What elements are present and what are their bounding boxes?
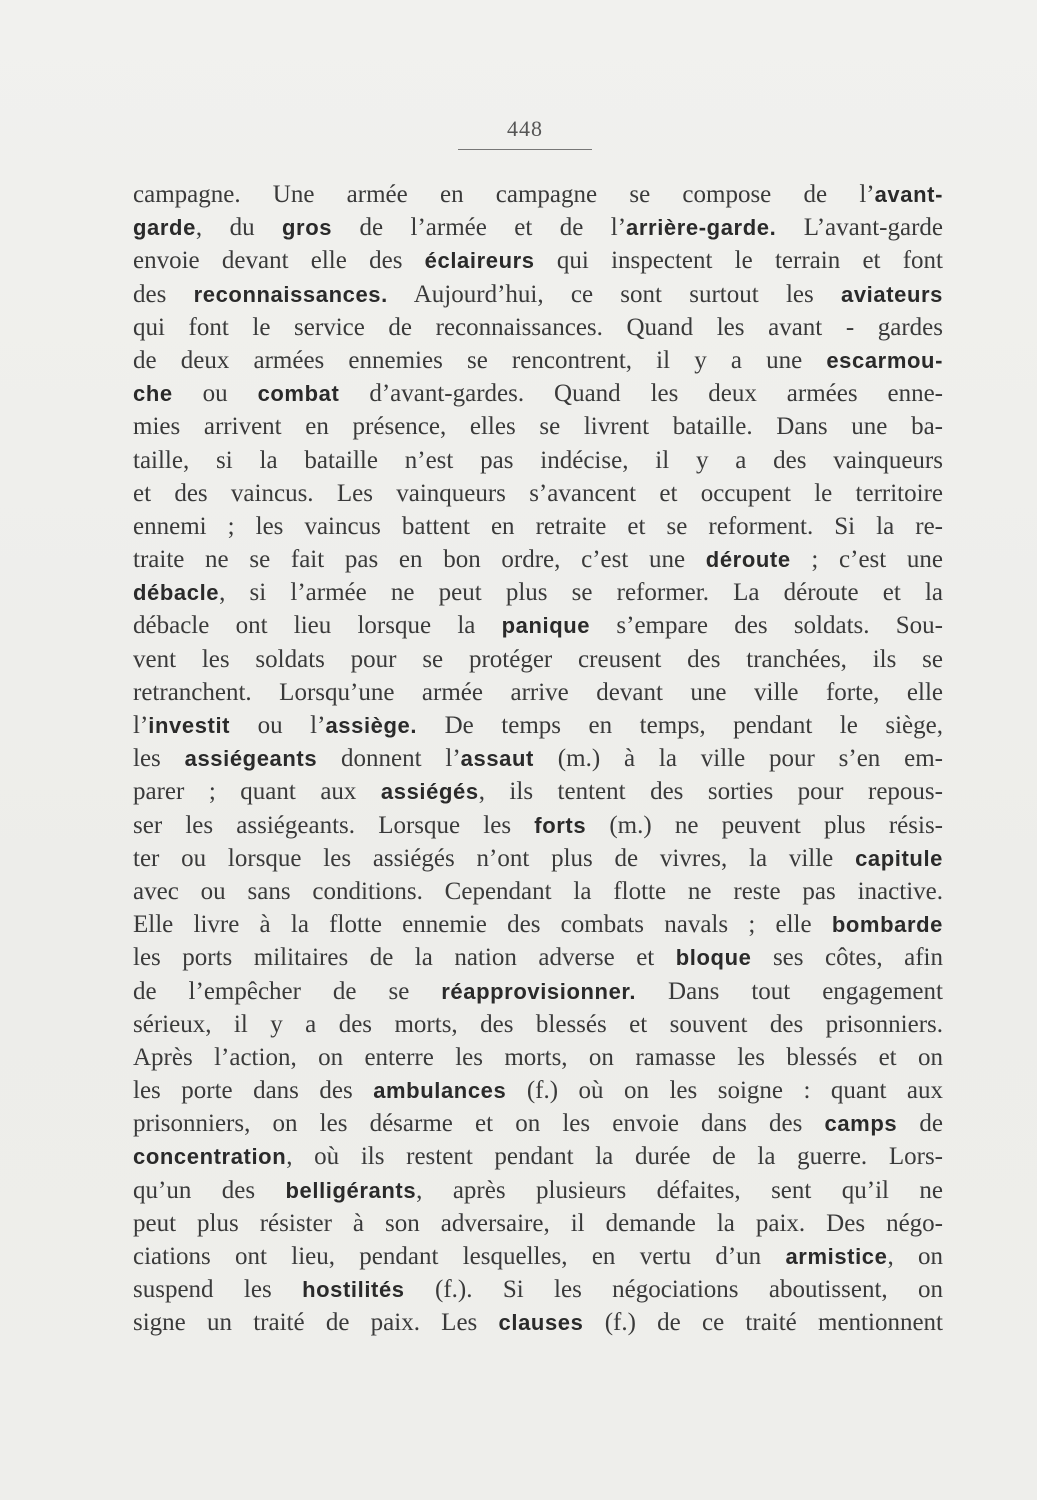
text-line <box>133 1140 943 1173</box>
bold-term: combat <box>257 381 340 407</box>
bold-term: forts <box>534 812 587 838</box>
text-line <box>133 975 943 1008</box>
text-segment: L’avant-garde <box>776 214 943 242</box>
text-line <box>133 444 943 477</box>
text-segment: campagne. Une armée en campagne se compose de l’ <box>133 181 875 208</box>
text-segment: vent les soldats pour se protéger creusent des tranchées, ils se <box>133 645 943 673</box>
text-segment: donnent l’ <box>317 745 461 773</box>
text-segment: signe un traité de paix. Les <box>133 1309 499 1337</box>
text-line <box>133 709 943 742</box>
bold-term: panique <box>501 613 591 639</box>
text-segment: , après plusieurs défaites, sent qu’il ne <box>416 1176 943 1204</box>
text-segment: ter ou lorsque les assiégés n’ont plus de vivres, la ville <box>133 844 856 872</box>
text-segment: ser les assiégeants. Lorsque les <box>133 811 535 839</box>
bold-term: camps <box>824 1111 898 1137</box>
text-segment: avec ou sans conditions. Cependant la flotte ne reste pas inactive. <box>133 877 943 905</box>
text-segment: ses côtes, afin <box>751 944 943 972</box>
text-segment: des <box>133 280 194 308</box>
text-line <box>133 1008 943 1041</box>
bold-term: garde <box>133 215 196 241</box>
bold-term: reconnaissances. <box>193 281 388 307</box>
text-segment: et des vaincus. Les vainqueurs s’avancent et occupent le territoire <box>133 479 943 507</box>
text-segment: de l’armée et de l’ <box>332 214 627 242</box>
text-segment: d’avant-gardes. Quand les deux armées enne- <box>339 380 943 408</box>
text-segment: Après l’action, on enterre les morts, on ramasse les blessés et on <box>133 1043 943 1071</box>
text-segment: (f.) de ce traité mentionnent <box>583 1309 943 1337</box>
text-line <box>133 278 943 311</box>
text-line <box>133 576 943 609</box>
text-segment: de deux armées ennemies se rencontrent, il y a une <box>133 346 827 374</box>
text-segment: s’empare des soldats. Sou- <box>590 612 943 640</box>
bold-term: assiégeants <box>184 746 318 772</box>
bold-term: réapprovisionner. <box>441 978 637 1004</box>
text-segment: (m.) à la ville pour s’en em- <box>533 745 943 773</box>
text-segment: , où ils restent pendant la durée de la guerre. Lors- <box>286 1143 943 1171</box>
text-segment: qu’un des <box>133 1176 286 1204</box>
bold-term: assiège. <box>325 713 418 738</box>
bold-term: assiégés <box>380 779 479 805</box>
text-segment: sérieux, il y a des morts, des blessés et souvent des prisonniers. <box>133 1010 943 1038</box>
bold-term: che <box>133 381 173 407</box>
body-paragraph <box>133 178 943 1340</box>
text-segment: Elle livre à la flotte ennemie des combats navals ; elle <box>133 911 832 939</box>
text-line <box>133 809 943 842</box>
bold-term: assaut <box>460 746 534 772</box>
text-line <box>133 1107 943 1140</box>
bold-term: aviateurs <box>840 281 943 307</box>
page-number-rule <box>458 149 592 150</box>
text-line <box>133 410 943 443</box>
bold-term: escarmou- <box>826 347 943 373</box>
text-line <box>133 742 943 775</box>
bold-term: hostilités <box>302 1277 405 1303</box>
text-line <box>133 875 943 908</box>
bold-term: bloque <box>675 945 752 971</box>
text-segment: retranchent. Lorsqu’une armée arrive devant une ville forte, elle <box>133 678 943 706</box>
text-segment: parer ; quant aux <box>133 778 381 806</box>
text-segment: les ports militaires de la nation adverse et <box>133 944 676 972</box>
bold-term: éclaireurs <box>424 248 535 274</box>
text-line <box>133 676 943 709</box>
text-line <box>133 908 943 941</box>
text-segment: peut plus résister à son adversaire, il demande la paix. Des négo- <box>133 1209 943 1237</box>
text-segment: traite ne se fait pas en bon ordre, c’est une <box>133 546 706 574</box>
text-segment: (m.) ne peuvent plus résis- <box>586 811 943 839</box>
text-segment: ; c’est une <box>790 546 943 574</box>
text-line <box>133 609 943 642</box>
text-line <box>133 1240 943 1273</box>
text-line <box>133 477 943 510</box>
bold-term: ambulances <box>373 1078 507 1104</box>
text-segment: taille, si la bataille n’est pas indécise, il y a des vainqueurs <box>133 446 943 474</box>
text-line <box>133 311 943 344</box>
bold-term: armistice <box>785 1244 888 1269</box>
text-line <box>133 1041 943 1074</box>
text-segment: envoie devant elle des <box>133 247 425 275</box>
text-line <box>133 1207 943 1240</box>
text-segment: , si l’armée ne peut plus se reformer. La déroute et la <box>219 579 943 607</box>
text-segment: ou <box>172 380 258 408</box>
text-line <box>133 510 943 543</box>
text-segment: De temps en temps, pendant le siège, <box>417 712 943 739</box>
text-segment: de l’empêcher de se <box>133 977 442 1005</box>
text-line <box>133 543 943 576</box>
page-number: 448 <box>507 116 543 141</box>
text-line <box>133 1306 943 1339</box>
text-line <box>133 643 943 676</box>
text-segment: ciations ont lieu, pendant lesquelles, en vertu d’un <box>133 1243 786 1270</box>
text-segment: ennemi ; les vaincus battent en retraite et se reforment. Si la re- <box>133 512 943 540</box>
text-line <box>133 1074 943 1107</box>
text-segment: , du <box>195 214 283 242</box>
text-segment: (f.) où on les soigne : quant aux <box>506 1077 943 1105</box>
text-segment: Aujourd’hui, ce sont surtout les <box>387 280 841 308</box>
text-line <box>133 344 943 377</box>
bold-term: déroute <box>705 547 791 573</box>
bold-term: avant- <box>874 182 943 207</box>
text-segment: ou l’ <box>230 712 326 739</box>
text-segment: qui font le service de reconnaissances. Quand les avant - gardes <box>133 313 943 341</box>
text-segment: de <box>897 1110 943 1138</box>
text-line <box>133 377 943 410</box>
text-segment: (f.). Si les négociations aboutissent, on <box>404 1276 943 1304</box>
text-line <box>133 775 943 808</box>
text-segment: prisonniers, on les désarme et on les envoie dans des <box>133 1110 825 1138</box>
text-segment: Dans tout engagement <box>636 977 943 1005</box>
text-line <box>133 178 943 211</box>
bold-term: concentration <box>133 1144 287 1170</box>
text-segment: l’ <box>133 712 149 739</box>
text-segment: mies arrivent en présence, elles se livrent bataille. Dans une ba- <box>133 413 943 441</box>
bold-term: belligérants <box>285 1177 417 1203</box>
text-segment: débacle ont lieu lorsque la <box>133 612 502 640</box>
bold-term: arrière-garde. <box>626 215 777 241</box>
text-line <box>133 244 943 277</box>
text-line <box>133 211 943 244</box>
text-segment: , ils tentent des sorties pour repous- <box>478 778 943 806</box>
bold-term: clauses <box>498 1310 584 1336</box>
text-line <box>133 941 943 974</box>
bold-term: débacle <box>133 580 220 606</box>
text-line <box>133 842 943 875</box>
text-segment: les porte dans des <box>133 1077 374 1105</box>
text-line <box>133 1273 943 1306</box>
text-segment: qui inspectent le terrain et font <box>534 247 943 275</box>
text-line <box>133 1174 943 1207</box>
text-segment: les <box>133 745 185 773</box>
text-segment: , on <box>887 1243 943 1270</box>
bold-term: gros <box>282 215 333 241</box>
bold-term: capitule <box>855 845 943 871</box>
bold-term: investit <box>148 713 231 738</box>
bold-term: bombarde <box>831 912 943 938</box>
text-segment: suspend les <box>133 1276 303 1304</box>
